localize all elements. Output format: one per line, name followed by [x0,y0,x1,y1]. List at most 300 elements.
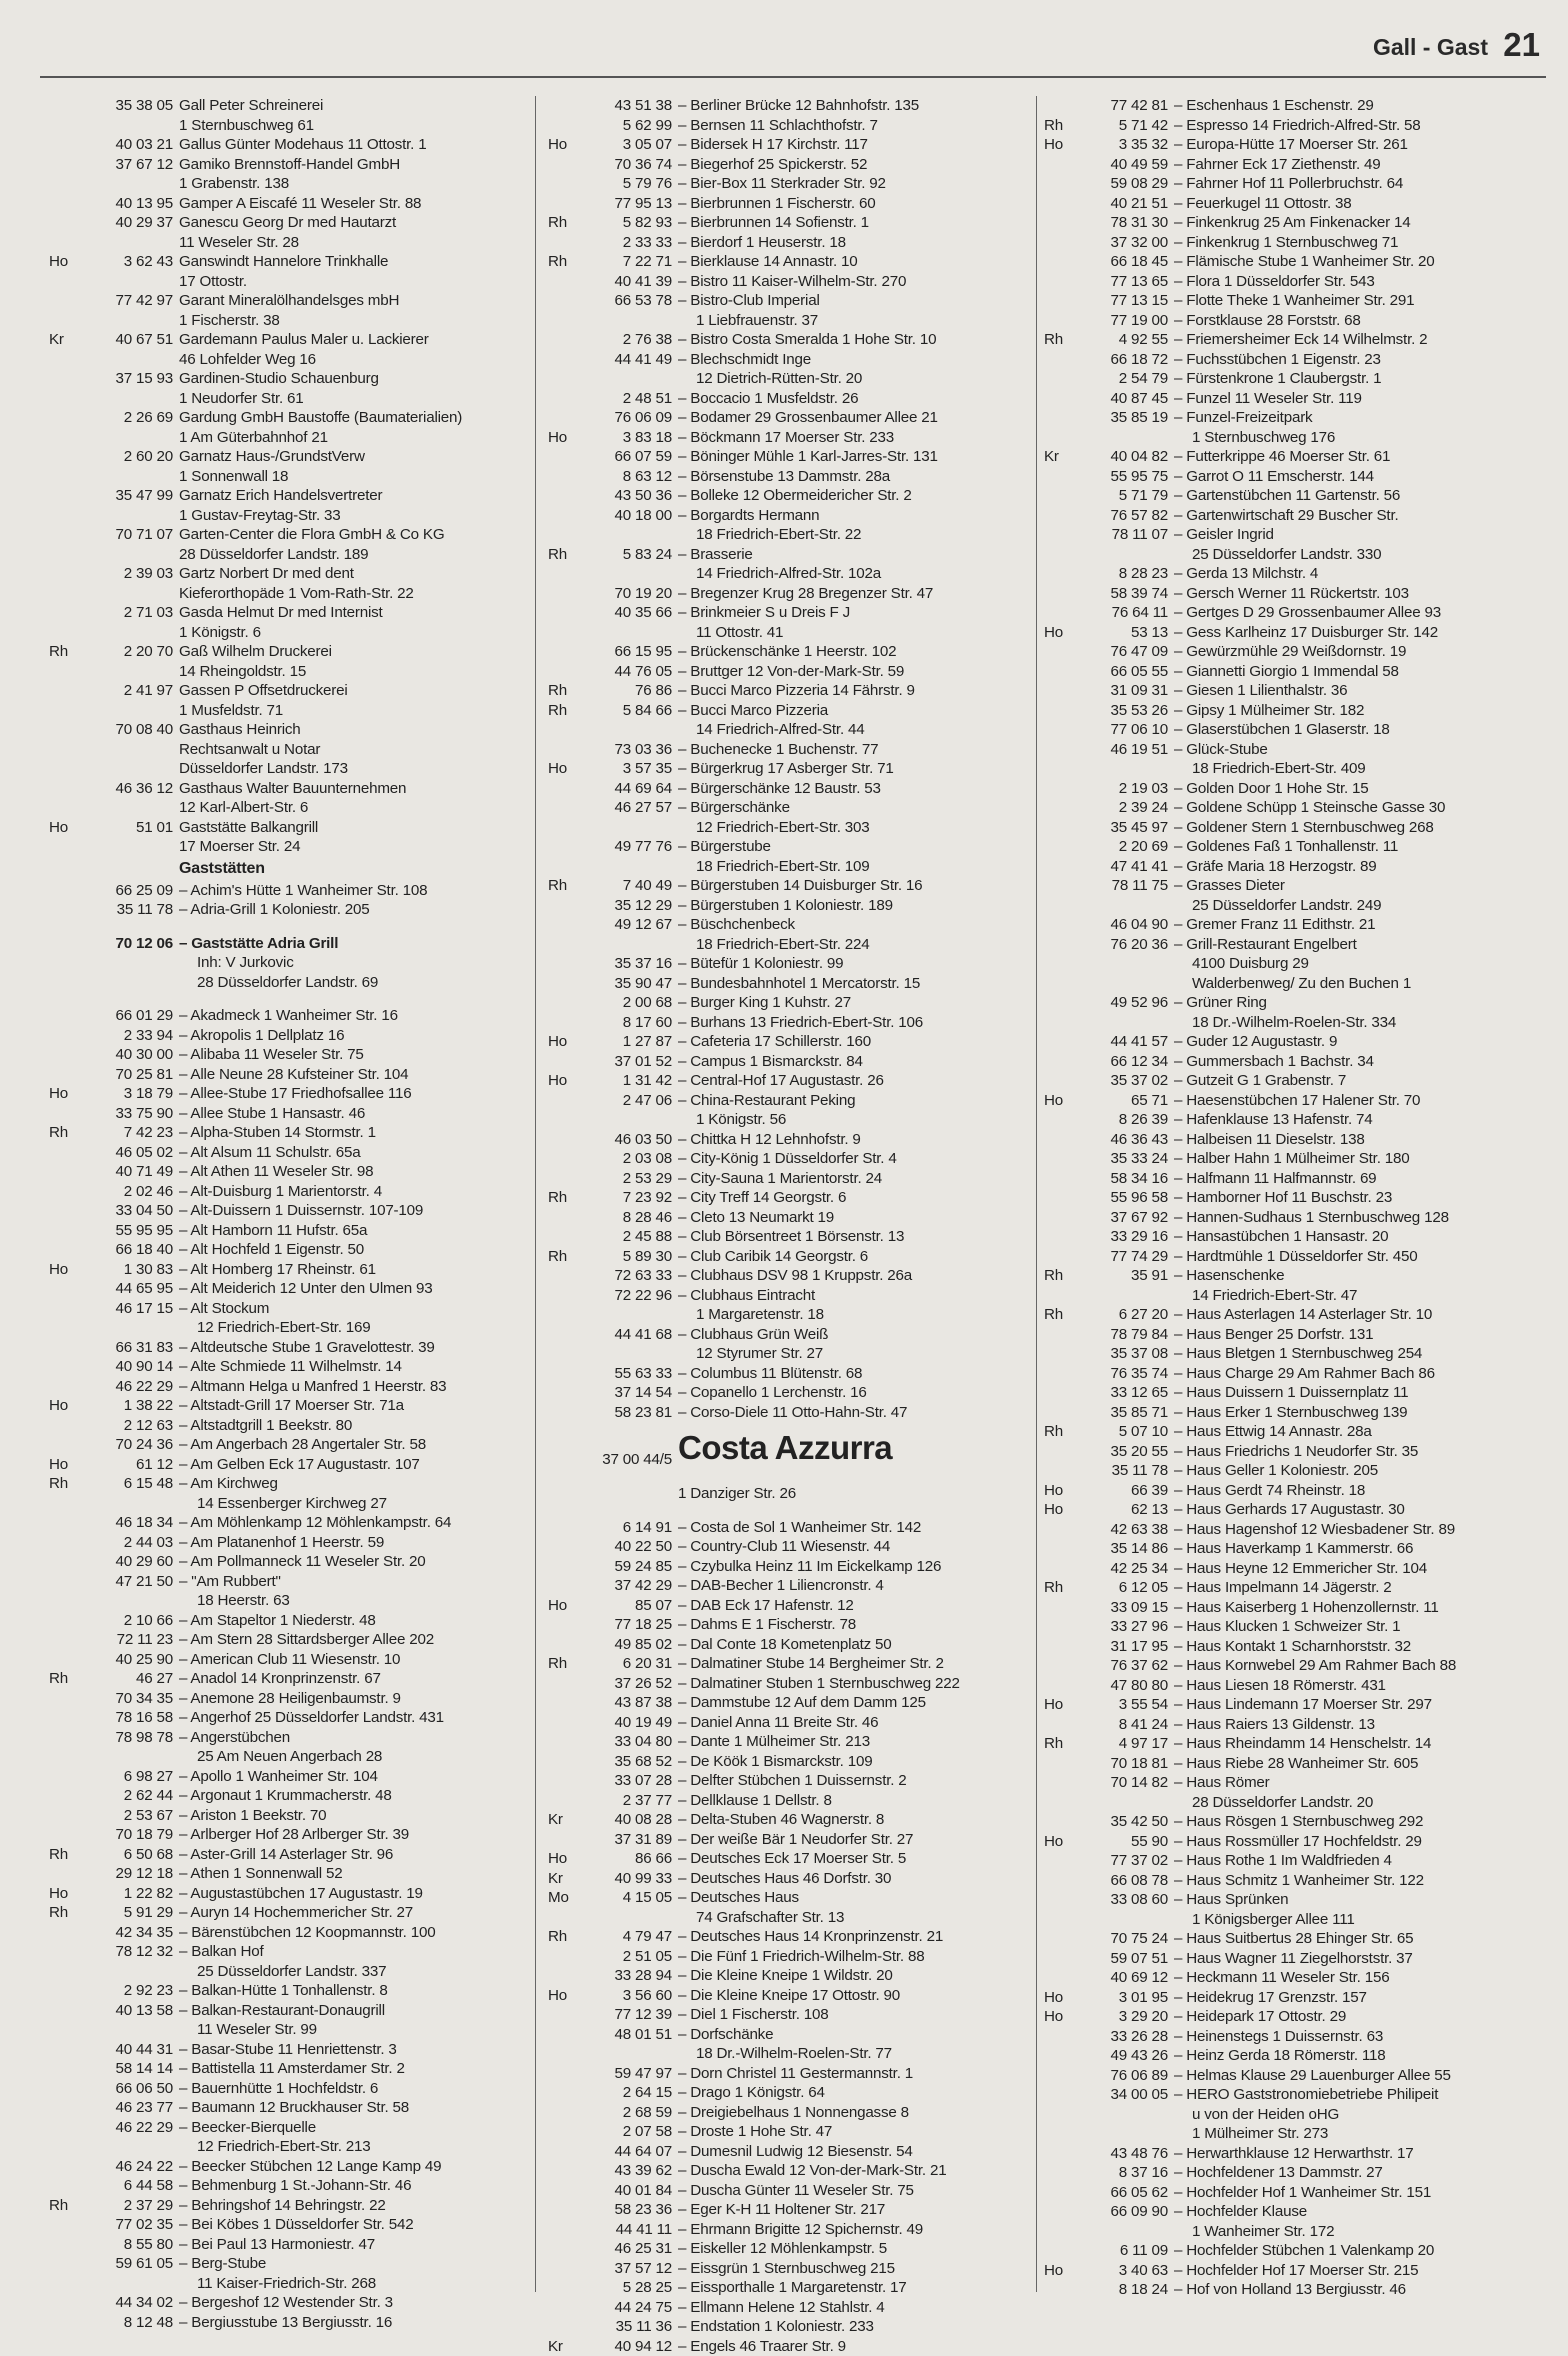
phone-number: 35 11 36 [544,2317,672,2337]
phone-number: 66 25 09 [45,881,173,901]
listing-row [45,818,533,838]
phone-number: 8 26 39 [1040,1110,1168,1130]
listing-name: – Am Pollmanneck 11 Weseler Str. 20 [179,1552,426,1572]
listing-continuation [45,584,533,604]
listing-row [45,194,533,214]
listing-row [45,603,533,623]
listing-row [45,1162,533,1182]
listing-row [544,974,1030,994]
listing-name: – Altstadt-Grill 17 Moerser Str. 71a [179,1396,404,1416]
phone-number: 2 19 03 [1040,779,1168,799]
phone-number: 35 68 52 [544,1752,672,1772]
phone-number: 8 41 24 [1040,1715,1168,1735]
phone-number: 40 13 58 [45,2001,173,2021]
listing-name: – Hamborner Hof 11 Buschstr. 23 [1174,1188,1392,1208]
phone-number: 29 12 18 [45,1864,173,1884]
phone-number: 46 36 43 [1040,1130,1168,1150]
listing-name: – Argonaut 1 Krummacherstr. 48 [179,1786,392,1806]
listing-row [1040,311,1546,331]
listing-row [544,1693,1030,1713]
phone-number: 70 19 20 [544,584,672,604]
phone-number: 43 87 38 [544,1693,672,1713]
listing-row [544,116,1030,136]
listing-row [1040,857,1546,877]
listing-name: Gamiko Brennstoff-Handel GmbH [179,155,400,175]
listing-name: Gardinen-Studio Schauenburg [179,369,379,389]
listing-row [45,2196,533,2216]
listing-name: – Altstadtgrill 1 Beekstr. 80 [179,1416,352,1436]
listing-name: – Blechschmidt Inge [678,350,811,370]
listing-row [544,1810,1030,1830]
phone-number: 6 50 68 [45,1845,173,1865]
phone-number: 77 13 15 [1040,291,1168,311]
phone-number: 76 06 89 [1040,2066,1168,2086]
listing-row [45,1825,533,1845]
listing-row [45,2157,533,2177]
listing-name: – Eschenhaus 1 Eschenstr. 29 [1174,96,1374,116]
listing-continuation [45,1494,533,1514]
district-code: Rh [548,681,567,701]
listing-row [45,720,533,740]
listing-name: – Brückenschänke 1 Heerstr. 102 [678,642,896,662]
listing-row [544,2103,1030,2123]
listing-name: – Flora 1 Düsseldorfer Str. 543 [1174,272,1375,292]
phone-number: 5 07 10 [1040,1422,1168,1442]
listing-row [544,837,1030,857]
listing-address: 18 Friedrich-Ebert-Str. 409 [1192,759,1366,779]
listing-name: – Eger K-H 11 Holtener Str. 217 [678,2200,885,2220]
phone-number: 42 34 35 [45,1923,173,1943]
phone-number: 46 27 [45,1669,173,1689]
listing-name: Gallus Günter Modehaus 11 Ottostr. 1 [179,135,426,155]
phone-number: 77 74 29 [1040,1247,1168,1267]
listing-name: Garant Mineralölhandelsges mbH [179,291,399,311]
listing-row [1040,1559,1546,1579]
listing-row [544,2025,1030,2045]
listing-name: – Alle Neune 28 Kufsteiner Str. 104 [179,1065,408,1085]
listing-name: – Biegerhof 25 Spickerstr. 52 [678,155,867,175]
listing-row [544,330,1030,350]
listing-row [544,408,1030,428]
listing-name: – Gess Karlheinz 17 Duisburger Str. 142 [1174,623,1438,643]
listing-name: – De Köök 1 Bismarckstr. 109 [678,1752,872,1772]
district-code: Ho [548,428,567,448]
listing-name: – Berg-Stube [179,2254,266,2274]
listing-name: – Augustastübchen 17 Augustastr. 19 [179,1884,423,1904]
listing-name: – Hochfelder Hof 17 Moerser Str. 215 [1174,2261,1418,2281]
listing-address: 11 Weseler Str. 28 [179,233,299,253]
listing-row [544,1713,1030,1733]
phone-number: 58 39 74 [1040,584,1168,604]
listing-name: – Fürstenkrone 1 Claubergstr. 1 [1174,369,1381,389]
phone-number: 1 22 82 [45,1884,173,1904]
listing-name: – Bürgerkrug 17 Asberger Str. 71 [678,759,894,779]
listing-name: – Duscha Ewald 12 Von-der-Mark-Str. 21 [678,2161,946,2181]
listing-continuation [45,2137,533,2157]
phone-number: 77 19 00 [1040,311,1168,331]
phone-number: 35 38 05 [45,96,173,116]
district-code: Ho [1044,1481,1063,1501]
listing-name: – Glaserstübchen 1 Glaserstr. 18 [1174,720,1390,740]
phone-number: 40 04 82 [1040,447,1168,467]
listing-name: – Daniel Anna 11 Breite Str. 46 [678,1713,878,1733]
listing-name: – Bütefür 1 Koloniestr. 99 [678,954,843,974]
phone-number: 55 95 75 [1040,467,1168,487]
featured-listing [544,1436,1030,1484]
listing-name: – Burger King 1 Kuhstr. 27 [678,993,851,1013]
district-code: Ho [1044,2007,1063,2027]
listing-name: – Haus Geller 1 Koloniestr. 205 [1174,1461,1378,1481]
listing-name: – Gaststätte Adria Grill [179,934,338,954]
listing-name: – Am Stapeltor 1 Niederstr. 48 [179,1611,376,1631]
listing-name: – Clubhaus Eintracht [678,1286,815,1306]
district-code: Ho [49,818,68,838]
listing-row [45,681,533,701]
listing-continuation [544,369,1030,389]
listing-continuation [45,2020,533,2040]
district-code: Ho [1044,1988,1063,2008]
listing-name: – Heidekrug 17 Grenzstr. 157 [1174,1988,1367,2008]
listing-row [1040,1052,1546,1072]
listing-row [544,428,1030,448]
listing-name: – Haus Friedrichs 1 Neudorfer Str. 35 [1174,1442,1418,1462]
listing-name: – Haus Asterlagen 14 Asterlager Str. 10 [1174,1305,1432,1325]
listing-name: – Bärenstübchen 12 Koopmannstr. 100 [179,1923,435,1943]
listing-row [45,96,533,116]
listing-name: – Goldene Schüpp 1 Steinsche Gasse 30 [1174,798,1445,818]
listing-row [1040,525,1546,545]
listing-name: Gasthaus Walter Bauunternehmen [179,779,406,799]
listing-row [1040,1949,1546,1969]
listing-row [45,1767,533,1787]
listing-address: 12 Dietrich-Rütten-Str. 20 [696,369,862,389]
listing-name: – Feuerkugel 11 Ottostr. 38 [1174,194,1352,214]
phone-number: 35 37 08 [1040,1344,1168,1364]
listing-name: – Apollo 1 Wanheimer Str. 104 [179,1767,378,1787]
listing-name: – Bürgerstube [678,837,771,857]
listing-row [544,701,1030,721]
listing-row [544,1013,1030,1033]
listing-name: Ganswindt Hannelore Trinkhalle [179,252,388,272]
page-header-title: Gall - Gast [1373,34,1488,61]
listing-row [1040,1227,1546,1247]
listing-name: – Garrot O 11 Emscherstr. 144 [1174,467,1374,487]
listing-name: – Czybulka Heinz 11 Im Eickelkamp 126 [678,1557,941,1577]
phone-number: 66 05 62 [1040,2183,1168,2203]
phone-number: 2 37 29 [45,2196,173,2216]
listing-row [544,96,1030,116]
phone-number: 55 96 58 [1040,1188,1168,1208]
phone-number: 35 47 99 [45,486,173,506]
listing-name: – Am Angerbach 28 Angertaler Str. 58 [179,1435,426,1455]
phone-number: 70 36 74 [544,155,672,175]
listing-row [544,194,1030,214]
listing-row [544,1615,1030,1635]
listing-name: – Droste 1 Hohe Str. 47 [678,2122,832,2142]
listing-row [544,389,1030,409]
listing-row [45,881,533,901]
listing-name: – Basar-Stube 11 Henriettenstr. 3 [179,2040,397,2060]
listing-name: – Deutsches Haus 46 Dorfstr. 30 [678,1869,891,1889]
listing-name: – Bierbrunnen 14 Sofienstr. 1 [678,213,869,233]
phone-number: 34 00 05 [1040,2085,1168,2105]
phone-number: 37 01 52 [544,1052,672,1072]
listing-continuation [1040,954,1546,974]
listing-row [45,1474,533,1494]
phone-number: 2 68 59 [544,2103,672,2123]
listing-row [544,1557,1030,1577]
listing-continuation [544,2044,1030,2064]
district-code: Rh [548,1247,567,1267]
district-code: Ho [1044,1695,1063,1715]
listing-name: – Bucci Marco Pizzeria [678,701,828,721]
listing-row [1040,1383,1546,1403]
listing-name: – Bürgerschänke [678,798,790,818]
listing-name: – Grüner Ring [1174,993,1267,1013]
listing-row [544,1791,1030,1811]
listing-name: – Gertges D 29 Grossenbaumer Allee 93 [1174,603,1441,623]
listing-name: – Alt Hamborn 11 Hufstr. 65a [179,1221,367,1241]
listing-name: – Alibaba 11 Weseler Str. 75 [179,1045,364,1065]
district-code: Ho [1044,135,1063,155]
listing-name: – Dalmatiner Stube 14 Bergheimer Str. 2 [678,1654,944,1674]
phone-number: 2 00 68 [544,993,672,1013]
listing-row [1040,837,1546,857]
listing-address: 11 Weseler Str. 99 [197,2020,317,2040]
listing-name: – Hochfelder Klause [1174,2202,1307,2222]
phone-number: 33 26 28 [1040,2027,1168,2047]
listing-row [45,1201,533,1221]
listing-row [544,233,1030,253]
listing-row [1040,935,1546,955]
listing-row [1040,740,1546,760]
phone-number: 7 40 49 [544,876,672,896]
phone-number: 8 55 80 [45,2235,173,2255]
listing-name: – Haus Ettwig 14 Annastr. 28a [1174,1422,1372,1442]
phone-number: 6 98 27 [45,1767,173,1787]
phone-number: 3 56 60 [544,1986,672,2006]
directory-column-1 [45,96,533,2286]
listing-address: 25 Düsseldorfer Landstr. 337 [197,1962,386,1982]
district-code: Ho [1044,623,1063,643]
phone-number: 66 05 55 [1040,662,1168,682]
listing-row [1040,1812,1546,1832]
listing-row [1040,603,1546,623]
listing-name: Gardung GmbH Baustoffe (Baumaterialien) [179,408,462,428]
listing-name: – Athen 1 Sonnenwall 52 [179,1864,342,1884]
district-code: Kr [548,2337,563,2356]
phone-number: 43 51 38 [544,96,672,116]
listing-name: – Die Kleine Kneipe 1 Wildstr. 20 [678,1966,893,1986]
phone-number: 47 41 41 [1040,857,1168,877]
listing-name: – American Club 11 Wiesenstr. 10 [179,1650,400,1670]
listing-continuation [45,506,533,526]
listing-row [45,900,533,920]
listing-row [45,2235,533,2255]
section-heading-text: Gaststätten [179,859,265,879]
listing-row [1040,1695,1546,1715]
listing-row [544,2298,1030,2318]
listing-row [1040,779,1546,799]
listing-row [45,1006,533,1026]
listing-row [544,1927,1030,1947]
district-code: Rh [49,1123,68,1143]
listing-row [544,545,1030,565]
listing-name: – Clubhaus Grün Weiß [678,1325,828,1345]
district-code: Kr [548,1810,563,1830]
listing-address: 4100 Duisburg 29 [1192,954,1309,974]
phone-number: 43 48 76 [1040,2144,1168,2164]
phone-number: 5 82 93 [544,213,672,233]
phone-number: 2 47 06 [544,1091,672,1111]
listing-address: 1 Königstr. 6 [179,623,261,643]
listing-continuation [1040,545,1546,565]
listing-row [1040,1520,1546,1540]
listing-row [544,2005,1030,2025]
district-code: Rh [548,701,567,721]
listing-name: – Engels 46 Traarer Str. 9 [678,2337,846,2356]
listing-name: – Dorn Christel 11 Gestermannstr. 1 [678,2064,913,2084]
phone-number: 72 11 23 [45,1630,173,1650]
listing-row [45,1981,533,2001]
listing-row [45,1611,533,1631]
listing-address: 14 Friedrich-Alfred-Str. 102a [696,564,881,584]
listing-name: – DAB Eck 17 Hafenstr. 12 [678,1596,854,1616]
phone-number: 51 01 [45,818,173,838]
listing-name: – Haus Kornwebel 29 Am Rahmer Bach 88 [1174,1656,1456,1676]
listing-name: – Haus Rheindamm 14 Henschelstr. 14 [1174,1734,1431,1754]
listing-row [45,1065,533,1085]
listing-name: – Battistella 11 Amsterdamer Str. 2 [179,2059,405,2079]
phone-number: 44 41 68 [544,1325,672,1345]
listing-row [45,2040,533,2060]
listing-row [544,993,1030,1013]
listing-name: – Duscha Günter 11 Weseler Str. 75 [678,2181,914,2201]
listing-name: – Heidepark 17 Ottostr. 29 [1174,2007,1346,2027]
phone-number: 77 95 13 [544,194,672,214]
listing-row [1040,194,1546,214]
listing-row [45,1279,533,1299]
phone-number: 66 18 40 [45,1240,173,1260]
listing-name: – Boccacio 1 Musfeldstr. 26 [678,389,858,409]
listing-row [1040,486,1546,506]
listing-row [45,1630,533,1650]
listing-name: – Angerhof 25 Düsseldorfer Landstr. 431 [179,1708,444,1728]
listing-name: – Funzel-Freizeitpark [1174,408,1312,428]
listing-address: 18 Dr.-Wilhelm-Roelen-Str. 334 [1192,1013,1396,1033]
listing-row [45,1923,533,1943]
listing-name: – Halbeisen 11 Dieselstr. 138 [1174,1130,1365,1150]
phone-number: 35 37 16 [544,954,672,974]
listing-row [1040,2280,1546,2300]
listing-row [544,350,1030,370]
listing-row [544,1169,1030,1189]
listing-row [45,1221,533,1241]
listing-name: – Heinz Gerda 18 Römerstr. 118 [1174,2046,1386,2066]
listing-continuation [45,389,533,409]
listing-continuation [1040,1286,1546,1306]
listing-row [45,1786,533,1806]
phone-number: 3 40 63 [1040,2261,1168,2281]
listing-row [1040,1364,1546,1384]
listing-address: 12 Karl-Albert-Str. 6 [179,798,308,818]
phone-number: 55 90 [1040,1832,1168,1852]
listing-row [45,1123,533,1143]
listing-name: – Bei Paul 13 Harmoniestr. 47 [179,2235,375,2255]
listing-name: – City Treff 14 Georgstr. 6 [678,1188,846,1208]
listing-row [45,1864,533,1884]
listing-name: – Haus Gerhards 17 Augustastr. 30 [1174,1500,1405,1520]
phone-number: 77 37 02 [1040,1851,1168,1871]
listing-row [45,2079,533,2099]
phone-number: 70 25 81 [45,1065,173,1085]
district-code: Rh [49,1903,68,1923]
listing-name: – Alt Hochfeld 1 Eigenstr. 50 [179,1240,364,1260]
phone-number: 44 41 11 [544,2220,672,2240]
phone-number: 2 71 03 [45,603,173,623]
phone-number: 2 76 38 [544,330,672,350]
phone-number: 78 79 84 [1040,1325,1168,1345]
phone-number: 5 71 79 [1040,486,1168,506]
phone-number: 47 21 50 [45,1572,173,1592]
phone-number: 35 85 71 [1040,1403,1168,1423]
listing-row [45,1377,533,1397]
listing-name: – Fahrner Eck 17 Ziethenstr. 49 [1174,155,1381,175]
listing-row [544,1266,1030,1286]
listing-continuation [45,662,533,682]
listing-row [544,1325,1030,1345]
phone-number: 40 25 90 [45,1650,173,1670]
phone-number: 78 12 32 [45,1942,173,1962]
phone-number: 76 64 11 [1040,603,1168,623]
directory-column-3 [1040,96,1546,2286]
listing-row [45,2098,533,2118]
listing-address: 18 Friedrich-Ebert-Str. 109 [696,857,870,877]
listing-name: – Anadol 14 Kronprinzenstr. 67 [179,1669,381,1689]
phone-number: 2 62 44 [45,1786,173,1806]
listing-row [544,662,1030,682]
listing-name: – Goldenes Faß 1 Tonhallenstr. 11 [1174,837,1398,857]
phone-number: 40 71 49 [45,1162,173,1182]
listing-address: 14 Friedrich-Ebert-Str. 47 [1192,1286,1357,1306]
listing-name: – Bierdorf 1 Heuserstr. 18 [678,233,846,253]
phone-number: 6 12 05 [1040,1578,1168,1598]
listing-row [45,1806,533,1826]
listing-row [45,1845,533,1865]
listing-row [1040,135,1546,155]
phone-number: 46 04 90 [1040,915,1168,935]
listing-name: – Club Caribik 14 Georgstr. 6 [678,1247,868,1267]
listing-name: – Böckmann 17 Moerser Str. 233 [678,428,894,448]
phone-number: 77 42 81 [1040,96,1168,116]
listing-name: – Heckmann 11 Weseler Str. 156 [1174,1968,1389,1988]
listing-name: – Deutsches Eck 17 Moerser Str. 5 [678,1849,906,1869]
phone-number: 59 47 97 [544,2064,672,2084]
phone-number: 2 92 23 [45,1981,173,2001]
listing-row [45,330,533,350]
listing-continuation [1040,1793,1546,1813]
phone-number: 2 26 69 [45,408,173,428]
listing-name: – Europa-Hütte 17 Moerser Str. 261 [1174,135,1408,155]
listing-address: 14 Friedrich-Alfred-Str. 44 [696,720,864,740]
listing-row [544,603,1030,623]
listing-name: – Fahrner Hof 11 Pollerbruchstr. 64 [1174,174,1403,194]
listing-name: – Bei Köbes 1 Düsseldorfer Str. 542 [179,2215,413,2235]
listing-row [544,1654,1030,1674]
phone-number: 76 37 62 [1040,1656,1168,1676]
district-code: Ho [1044,2261,1063,2281]
phone-number: 2 20 70 [45,642,173,662]
